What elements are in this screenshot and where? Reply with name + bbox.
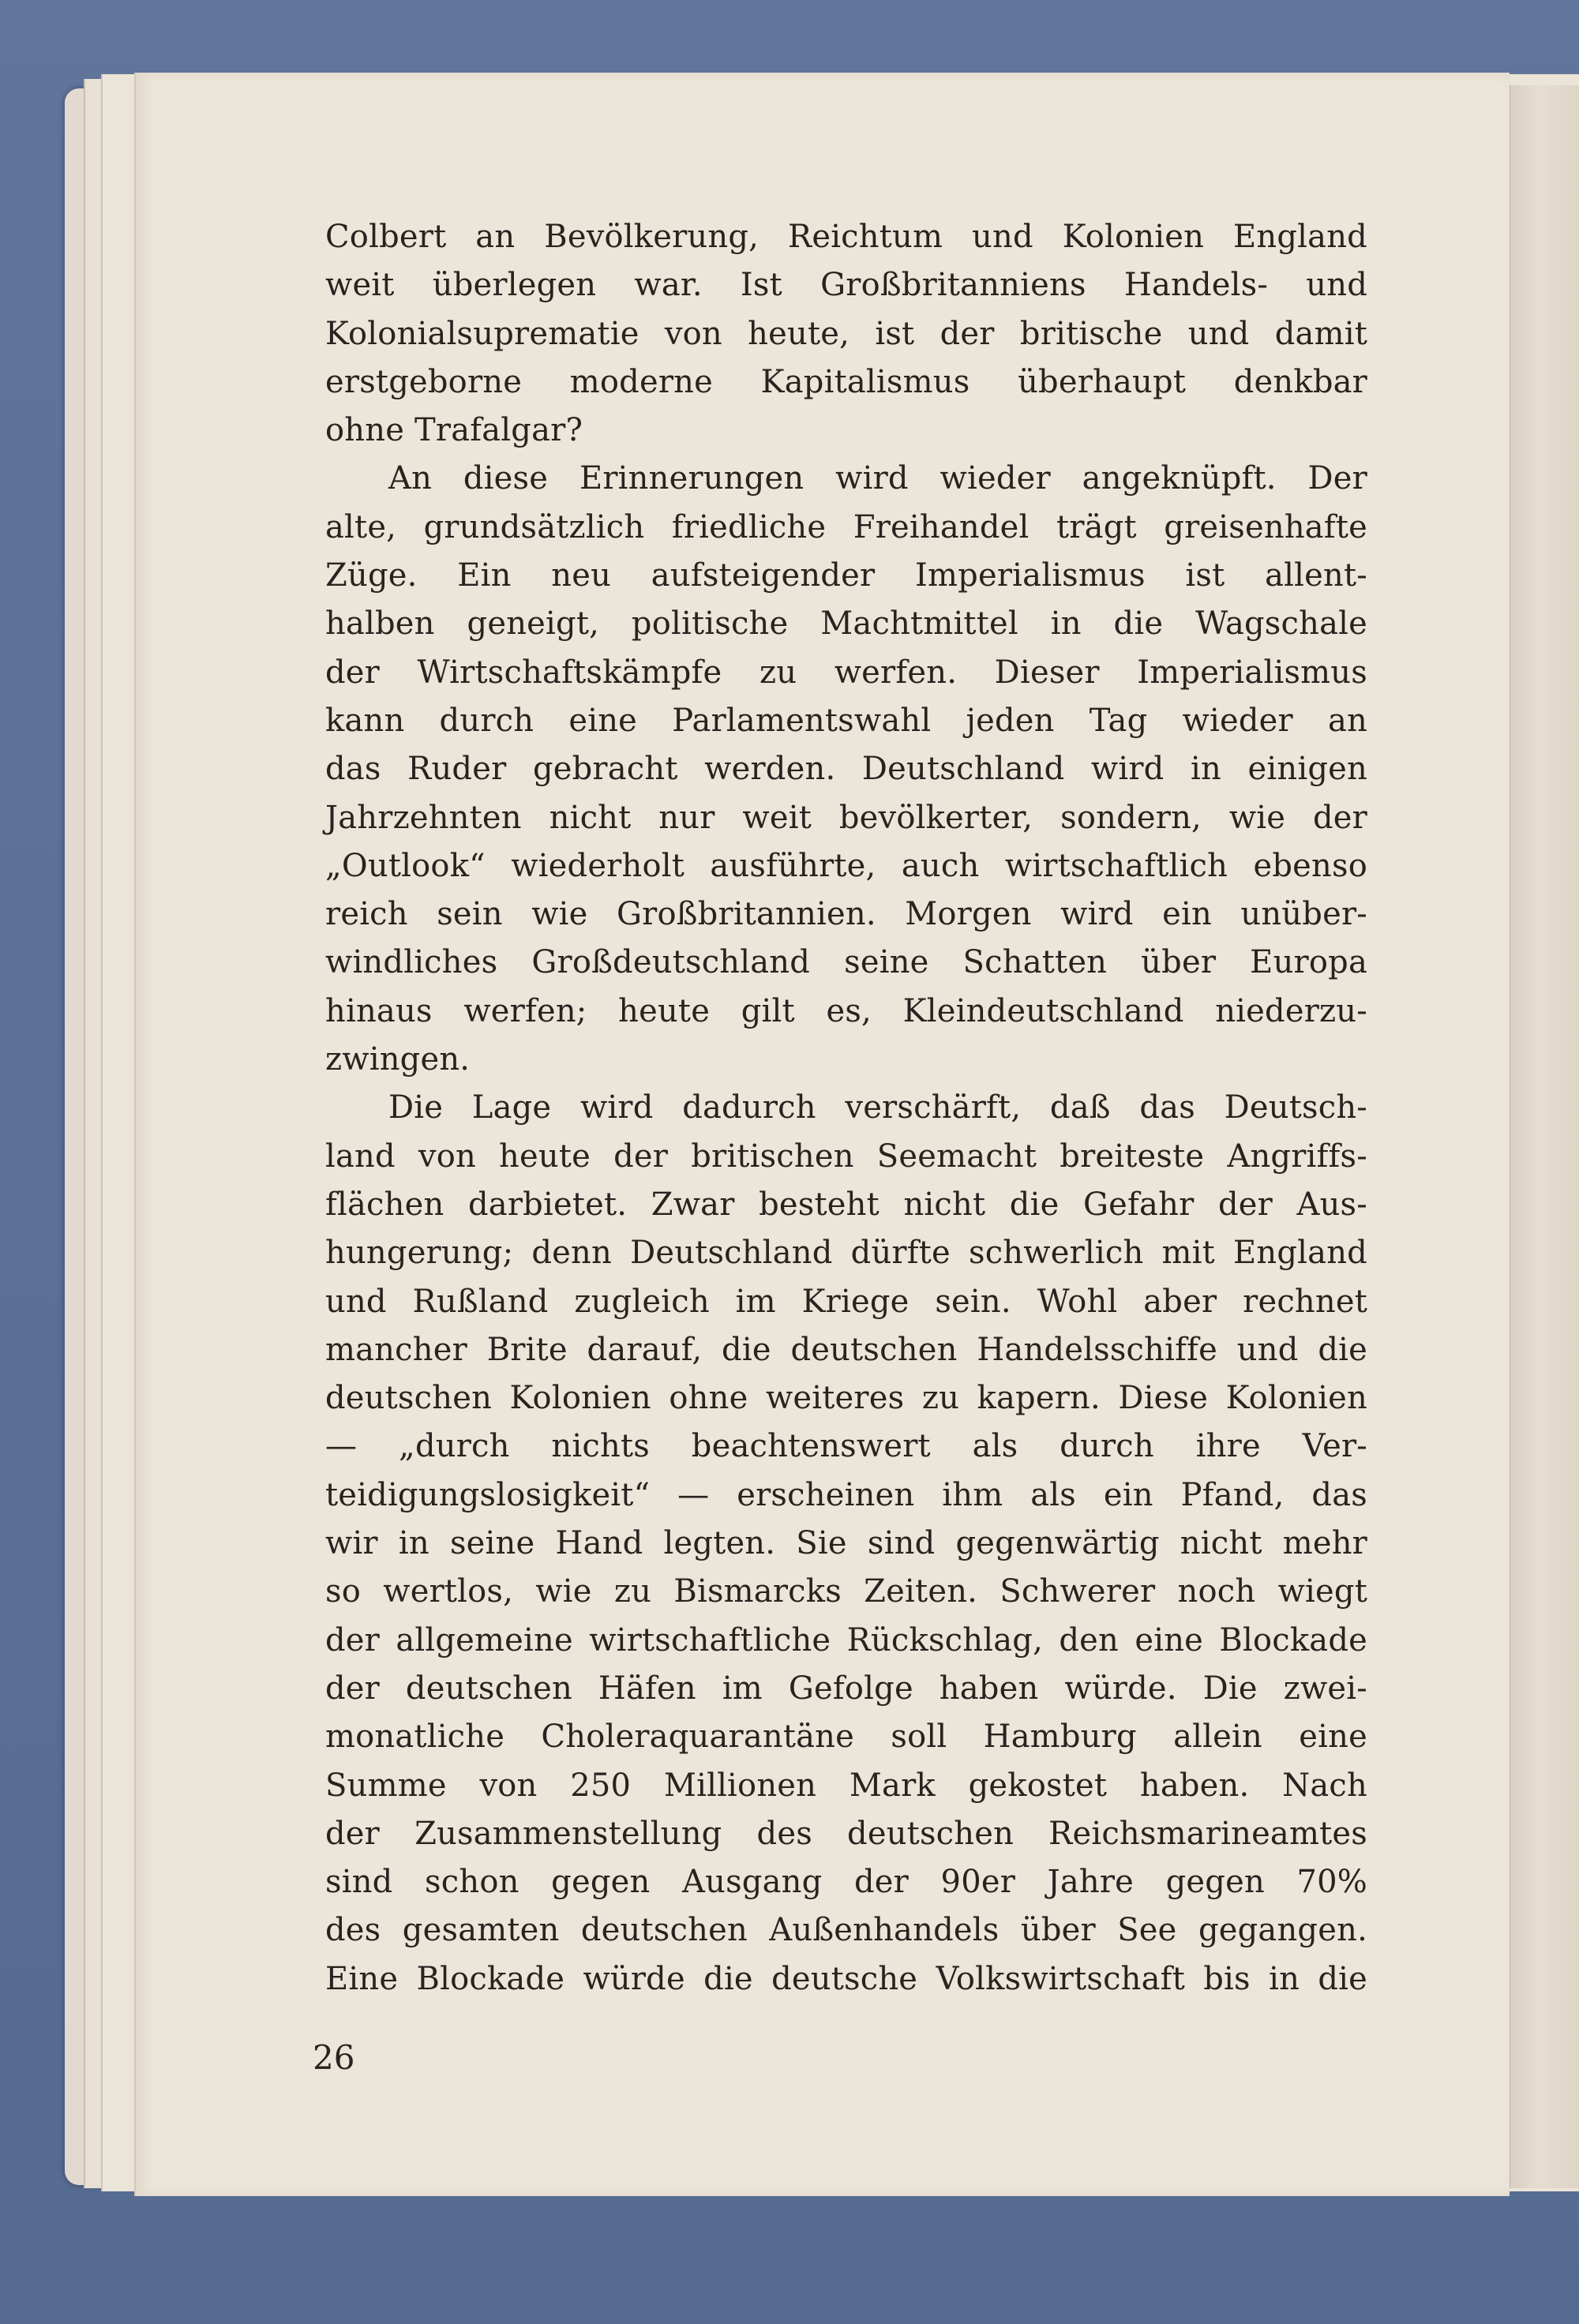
text-line: kann durch eine Parlamentswahl jeden Tag wieder an: [325, 702, 1367, 739]
page-number: 26: [313, 2038, 355, 2077]
text-line: Kolonialsuprematie von heute, ist der britische und damit: [325, 315, 1367, 352]
text-line: An diese Erinnerungen wird wieder angeknüpft. Der: [388, 460, 1367, 497]
text-line: — „durch nichts beachtenswert als durch ihre Ver-: [325, 1428, 1367, 1465]
book-right-page-edge: [1508, 85, 1579, 2188]
text-line: „Outlook“ wiederholt ausführte, auch wirtschaftlich ebenso: [325, 847, 1367, 884]
text-line: der allgemeine wirtschaftliche Rückschlag, den eine Blockade: [325, 1621, 1367, 1659]
text-line: land von heute der britischen Seemacht breiteste Angriffs-: [325, 1138, 1367, 1175]
text-line: deutschen Kolonien ohne weiteres zu kapern. Diese Kolonien: [325, 1380, 1367, 1417]
text-line: der Zusammenstellung des deutschen Reichsmarineamtes: [325, 1815, 1367, 1852]
text-line: Eine Blockade würde die deutsche Volkswirtschaft bis in die: [325, 1960, 1367, 1997]
text-line: Summe von 250 Millionen Mark gekostet haben. Nach: [325, 1767, 1367, 1804]
text-line: und Rußland zugleich im Kriege sein. Wohl aber rechnet: [325, 1283, 1367, 1320]
text-line: teidigungslosigkeit“ — erscheinen ihm als ein Pfand, das: [325, 1476, 1367, 1513]
text-line: der deutschen Häfen im Gefolge haben würde. Die zwei-: [325, 1670, 1367, 1707]
text-line: Jahrzehnten nicht nur weit bevölkerter, sondern, wie der: [325, 799, 1367, 836]
text-line: des gesamten deutschen Außenhandels über See gegangen.: [325, 1912, 1367, 1949]
text-line: alte, grundsätzlich friedliche Freihandel trägt greisenhafte: [325, 508, 1367, 545]
text-line: reich sein wie Großbritannien. Morgen wird ein unüber-: [325, 896, 1367, 933]
text-line: weit überlegen war. Ist Großbritanniens Handels- und: [325, 267, 1367, 304]
text-line: zwingen.: [325, 1041, 471, 1078]
text-line: der Wirtschaftskämpfe zu werfen. Dieser Imperialismus: [325, 654, 1367, 691]
text-line: so wertlos, wie zu Bismarcks Zeiten. Schwerer noch wiegt: [325, 1573, 1367, 1610]
text-line: hungerung; denn Deutschland dürfte schwerlich mit England: [325, 1235, 1367, 1272]
text-line: wir in seine Hand legten. Sie sind gegenwärtig nicht mehr: [325, 1525, 1367, 1562]
text-line: erstgeborne moderne Kapitalismus überhaupt denkbar: [325, 363, 1367, 400]
text-line: Die Lage wird dadurch verschärft, daß das Deutsch-: [388, 1089, 1367, 1126]
body-text: [325, 213, 1367, 2004]
text-line: monatliche Choleraquarantäne soll Hamburg allein eine: [325, 1719, 1367, 1756]
text-line: sind schon gegen Ausgang der 90er Jahre gegen 70%: [325, 1864, 1367, 1901]
text-line: Colbert an Bevölkerung, Reichtum und Kolonien England: [325, 219, 1367, 255]
text-line: halben geneigt, politische Machtmittel in die Wagschale: [325, 605, 1367, 643]
text-line: flächen darbietet. Zwar besteht nicht die Gefahr der Aus-: [325, 1186, 1367, 1223]
text-line: hinaus werfen; heute gilt es, Kleindeutschland niederzu-: [325, 992, 1367, 1029]
text-line: Züge. Ein neu aufsteigender Imperialismus ist allent-: [325, 557, 1367, 594]
text-line: mancher Brite darauf, die deutschen Handelsschiffe und die: [325, 1331, 1367, 1368]
text-line: windliches Großdeutschland seine Schatten über Europa: [325, 944, 1367, 981]
text-line: das Ruder gebracht werden. Deutschland wird in einigen: [325, 751, 1367, 788]
text-line: ohne Trafalgar?: [325, 412, 583, 449]
